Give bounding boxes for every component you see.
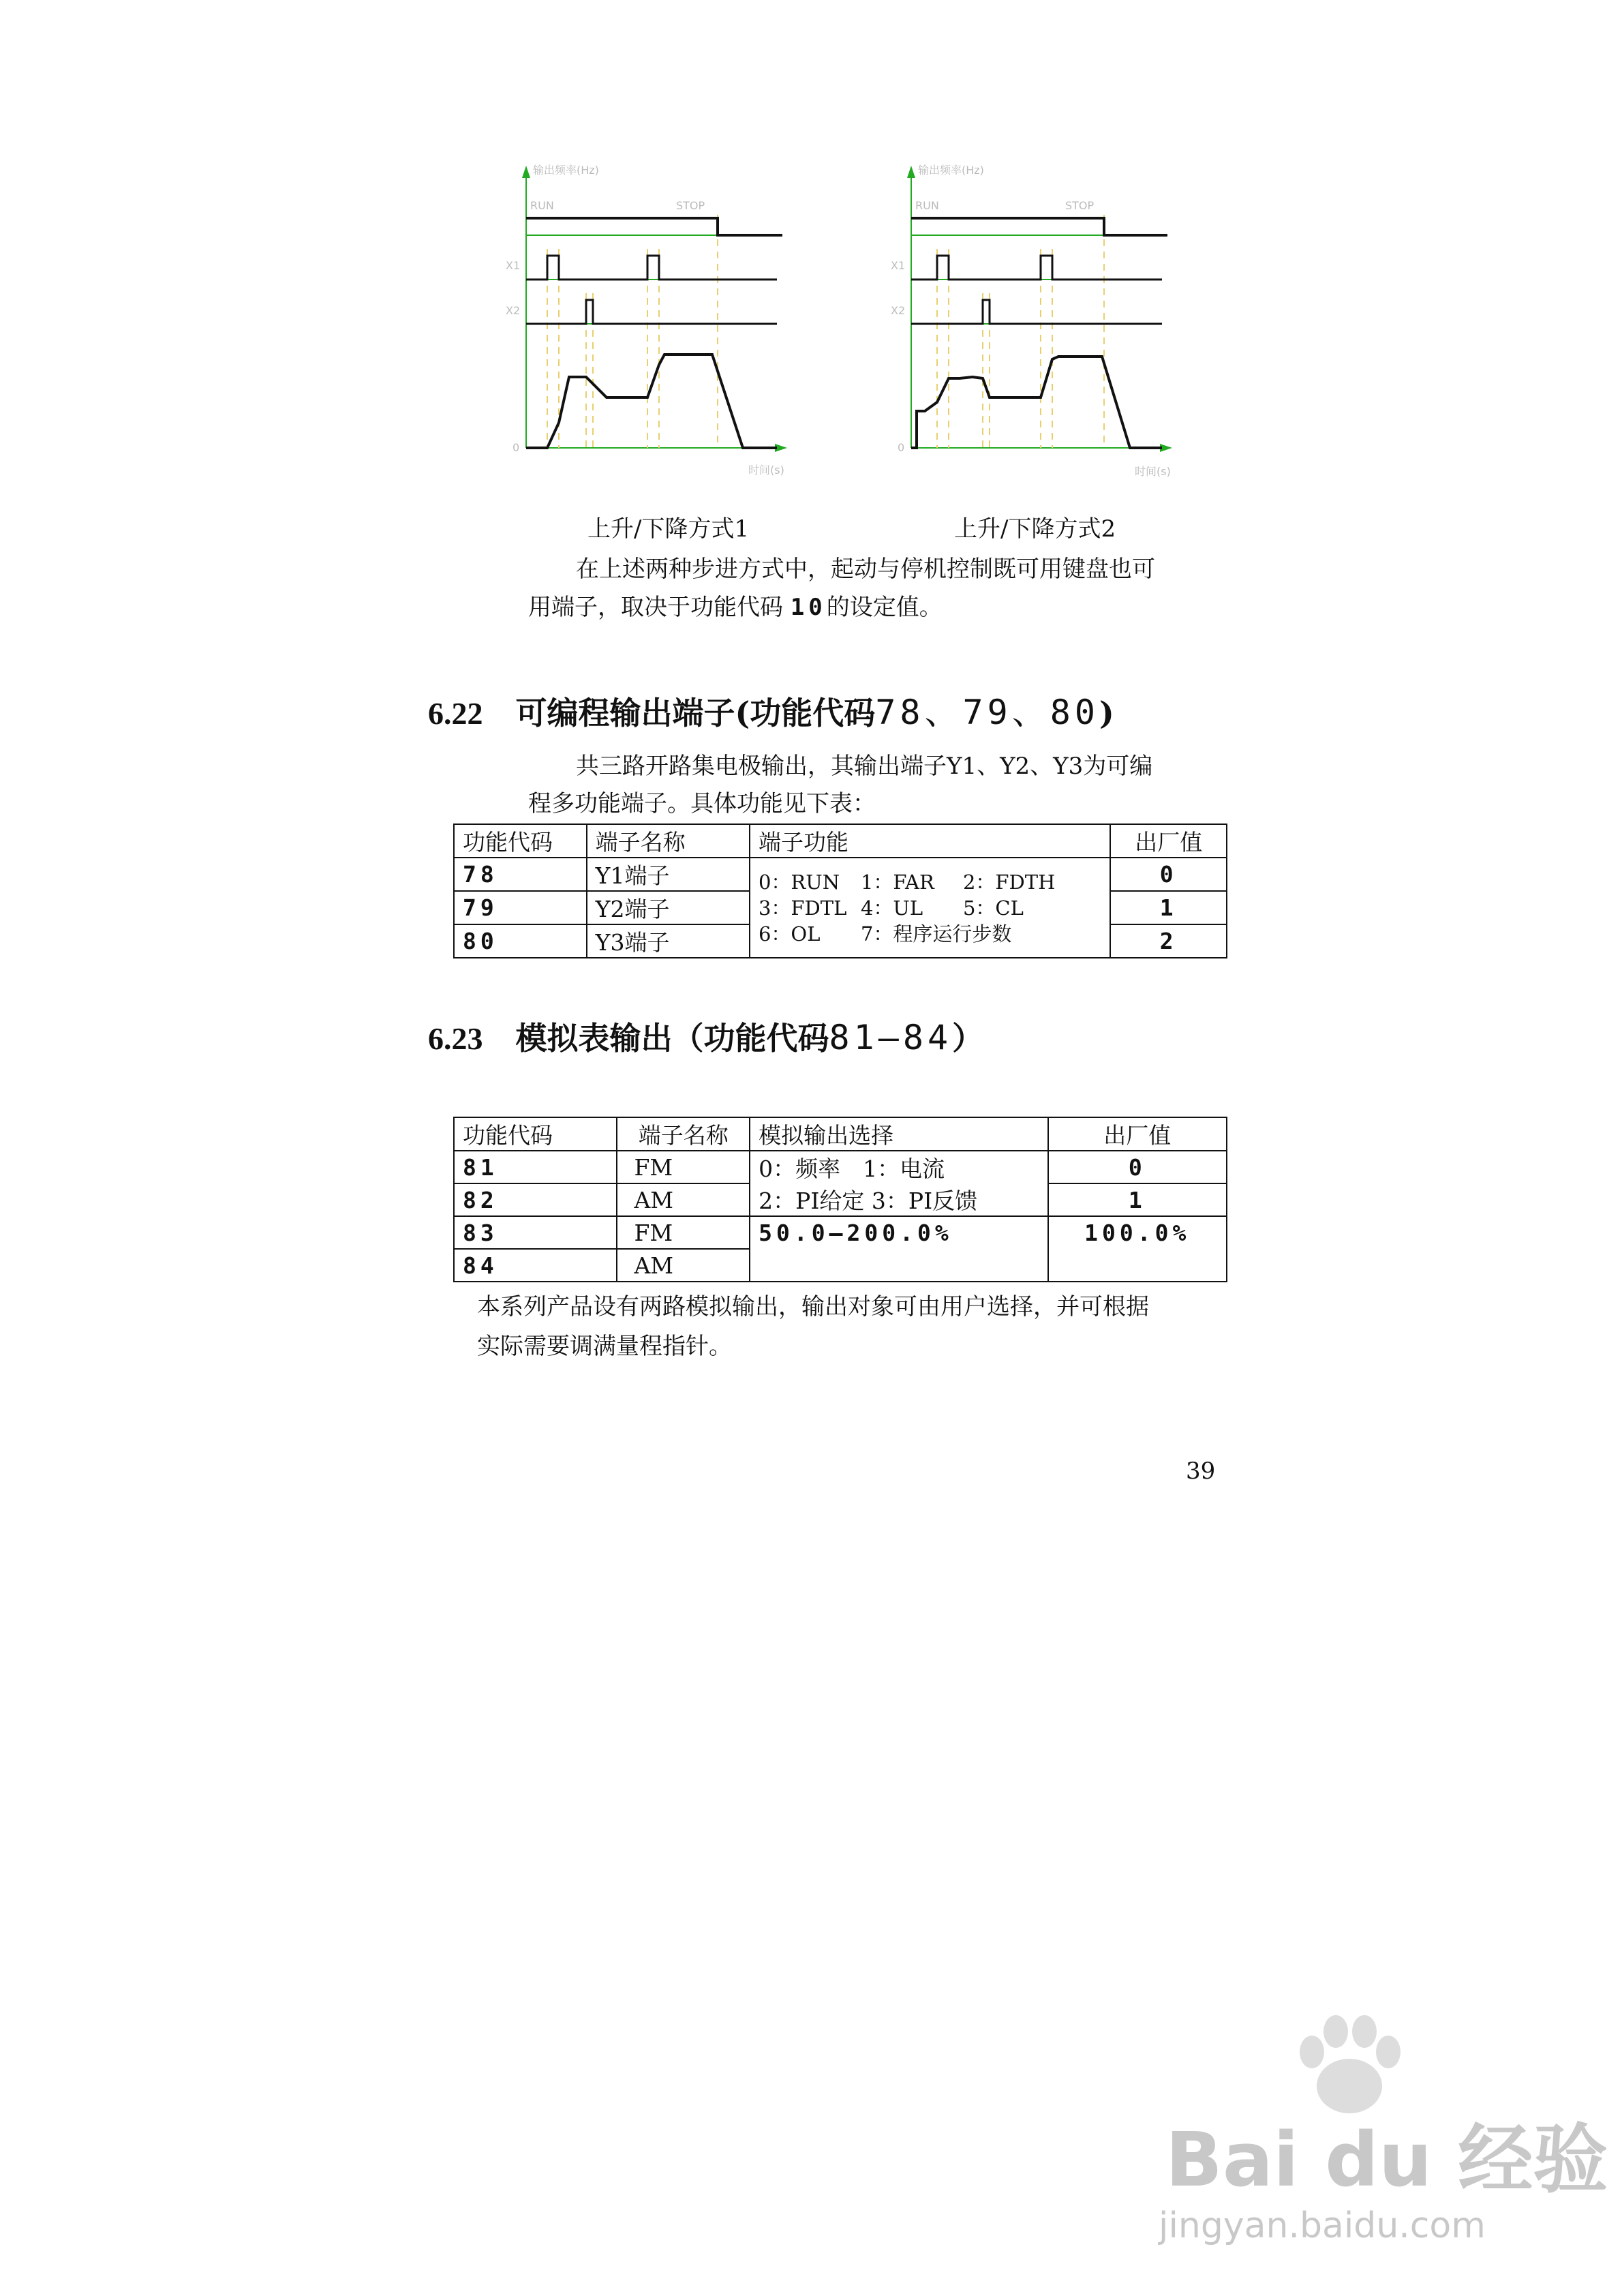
section-623-note-1: 本系列产品设有两路模拟输出，输出对象可由用户选择，并可根据 <box>477 1293 1149 1320</box>
function-list <box>750 858 1110 958</box>
range-default: 100.0% <box>1048 1216 1227 1282</box>
row-code: 84 <box>454 1249 617 1282</box>
row-default: 1 <box>1110 891 1227 924</box>
section-622-codes: 78、79、80 <box>875 693 1099 732</box>
function-line: 3：FDTL 4：UL 5：CL <box>758 896 1024 920</box>
row-default: 1 <box>1048 1183 1227 1216</box>
header-code: 功能代码 <box>454 824 587 858</box>
run-label: RUN <box>530 199 554 212</box>
table-row <box>454 1183 1227 1216</box>
row-code: 80 <box>454 924 587 958</box>
header-function: 端子功能 <box>750 824 1110 858</box>
page-number: 39 <box>1186 1457 1216 1485</box>
stop-label: STOP <box>1065 199 1095 212</box>
table-header-row <box>454 824 1227 858</box>
row-name: Y2端子 <box>587 891 750 924</box>
row-name: FM <box>617 1151 750 1183</box>
row-code: 79 <box>454 891 587 924</box>
section-622-heading <box>428 685 1114 734</box>
header-name: 端子名称 <box>617 1117 750 1151</box>
intro-line-2-post: 的设定值。 <box>826 594 943 621</box>
step-diagram-1 <box>477 153 818 494</box>
stop-label: STOP <box>676 199 705 212</box>
x1-label: X1 <box>891 259 906 272</box>
output-terminal-table <box>453 824 1227 958</box>
analog-output-table <box>453 1117 1227 1282</box>
y-axis-label: 输出频率(Hz) <box>918 164 984 177</box>
range-value: 50.0—200.0% <box>750 1216 1047 1282</box>
header-name: 端子名称 <box>587 824 750 858</box>
row-name: FM <box>617 1216 750 1249</box>
section-623-title: 模拟表输出（功能代码 <box>515 1020 829 1057</box>
header-default: 出厂值 <box>1048 1117 1227 1151</box>
y-axis-arrow-icon <box>522 166 530 178</box>
diagram-1-caption: 上升/下降方式1 <box>587 515 750 543</box>
header-select: 模拟输出选择 <box>750 1117 1047 1151</box>
section-622-desc-2: 程多功能端子。具体功能见下表： <box>528 790 876 817</box>
step-diagram-2-svg <box>862 153 1203 494</box>
row-name: AM <box>617 1183 750 1216</box>
intro-line-2-pre: 用端子，取决于功能代码 <box>528 594 791 621</box>
row-code: 82 <box>454 1183 617 1216</box>
run-label: RUN <box>915 199 939 212</box>
row-code: 83 <box>454 1216 617 1249</box>
table-row <box>454 1216 1227 1249</box>
row-default: 2 <box>1110 924 1227 958</box>
row-code: 78 <box>454 858 587 891</box>
table-header-row <box>454 1117 1227 1151</box>
table-row <box>454 1151 1227 1183</box>
section-623-number: 6.23 <box>428 1021 483 1056</box>
select-line-2: 2：PI给定 3：PI反馈 <box>750 1183 1047 1216</box>
row-default: 0 <box>1110 858 1227 891</box>
intro-line-1: 在上述两种步进方式中，起动与停机控制既可用键盘也可 <box>576 556 1155 583</box>
section-622-desc-1: 共三路开路集电极输出，其输出端子Y1、Y2、Y3为可编 <box>576 753 1153 780</box>
section-622-number: 6.22 <box>428 696 483 731</box>
step-diagram-1-svg <box>477 153 818 494</box>
watermark-logo: Bai du 经验 <box>1165 2116 1608 2203</box>
watermark-url: jingyan.baidu.com <box>1159 2205 1486 2246</box>
row-code: 81 <box>454 1151 617 1183</box>
section-623-heading <box>428 1014 983 1059</box>
section-622-close: ) <box>1099 695 1114 731</box>
diagram-2-caption: 上升/下降方式2 <box>954 515 1116 543</box>
y-axis-arrow-icon <box>907 166 915 178</box>
row-name: AM <box>617 1249 750 1282</box>
section-622-title: 可编程输出端子(功能代码 <box>515 695 876 731</box>
function-line: 6：OL 7：程序运行步数 <box>758 922 1012 946</box>
zero-label: 0 <box>898 441 905 454</box>
section-623-note-2: 实际需要调满量程指针。 <box>477 1333 732 1360</box>
x2-label: X2 <box>891 304 906 317</box>
row-name: Y1端子 <box>587 858 750 891</box>
select-line-1: 0：频率 1：电流 <box>750 1151 1047 1183</box>
x-axis-label: 时间(s) <box>1135 465 1171 478</box>
x-axis-label: 时间(s) <box>748 464 784 477</box>
table-row <box>454 858 1227 891</box>
section-623-close: ） <box>952 1020 984 1057</box>
y-axis-label: 输出频率(Hz) <box>533 164 599 177</box>
zero-label: 0 <box>512 441 520 454</box>
row-default: 0 <box>1048 1151 1227 1183</box>
intro-line-2 <box>528 588 943 627</box>
step-diagram-2 <box>862 153 1203 494</box>
function-line: 0：RUN 1：FAR 2：FDTH <box>758 870 1056 894</box>
header-default: 出厂值 <box>1110 824 1227 858</box>
intro-code: 10 <box>790 594 827 621</box>
section-623-codes: 81—84 <box>829 1018 953 1057</box>
header-code: 功能代码 <box>454 1117 617 1151</box>
x2-label: X2 <box>506 304 521 317</box>
row-name: Y3端子 <box>587 924 750 958</box>
x1-label: X1 <box>506 259 521 272</box>
